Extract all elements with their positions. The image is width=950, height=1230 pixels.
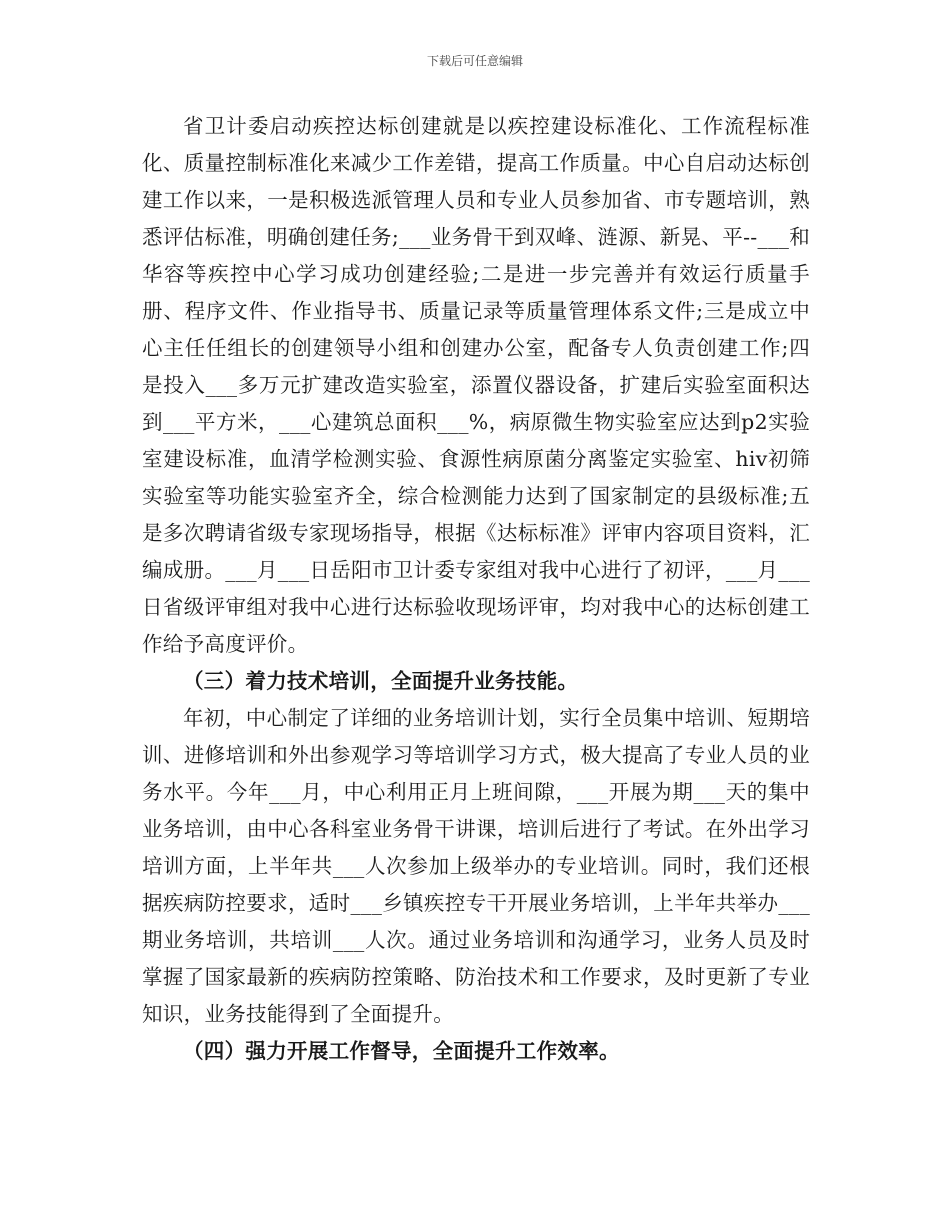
section-heading-3: （三）着力技术培训，全面提升业务技能。 bbox=[183, 669, 579, 693]
paragraph-standardization: 省卫计委启动疾控达标创建就是以疾控建设标准化、工作流程标准化、质量控制标准化来减少工作差错，提高工作质量。中心自启动达标创建工作以来，一是积极选派管理人员和专业人员参加省、市专题培训，熟悉评估标准，明确创建任务;___业务骨干到双峰、涟源、新晃、平--___和华容等疾控中心学习成功创建经验;二是进一步完善并有效运行质量手册、程序文件、作业指导书、质量记录等质量管理体系文件;三是成立中心主任任组长的创建领导小组和创建办公室，配备专人负责创建工作;四是投入___多万元扩建改造实验室，添置仪器设备，扩建后实验室面积达到___平方米，___心建筑总面积___%，病原微生物实验室应达到p2实验室建设标准，血清学检测实验、食源性病原菌分离鉴定实验室、hiv初筛实验室等功能实验室齐全，综合检测能力达到了国家制定的县级标准;五是多次聘请省级专家现场指导，根据《达标标准》评审内容项目资料，汇编成册。___月___日岳阳市卫计委专家组对我中心进行了初评，___月___日省级评审组对我中心进行达标验收现场评审，均对我中心的达标创建工作给予高度评价。 bbox=[142, 114, 810, 656]
document-body bbox=[142, 108, 810, 1070]
page-header: 下载后可任意编辑 bbox=[426, 54, 523, 68]
paragraph-training: 年初，中心制定了详细的业务培训计划，实行全员集中培训、短期培训、进修培训和外出参观学习等培训学习方式，极大提高了专业人员的业务水平。今年___月，中心利用正月上班间隙，___开展为期___天的集中业务培训，由中心各科室业务骨干讲课，培训后进行了考试。在外出学习培训方面，上半年共___人次参加上级举办的专业培训。同时，我们还根据疾病防控要求，适时___乡镇疾控专干开展业务培训，上半年共举办___期业务培训，共培训___人次。通过业务培训和沟通学习，业务人员及时掌握了国家最新的疾病防控策略、防治技术和工作要求，及时更新了专业知识，业务技能得到了全面提升。 bbox=[142, 706, 810, 1026]
section-heading-4: （四）强力开展工作督导，全面提升工作效率。 bbox=[183, 1039, 620, 1063]
